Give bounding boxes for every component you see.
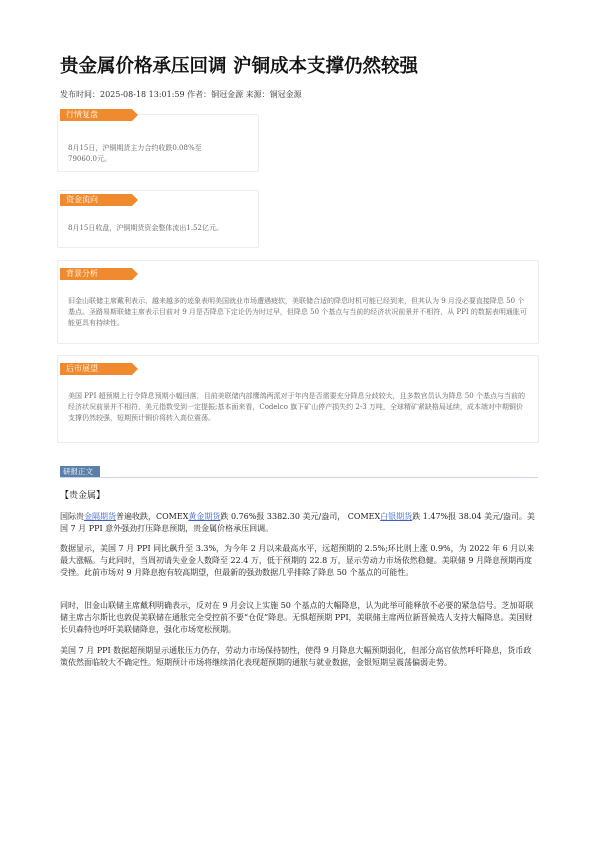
outlook-text: 美国 PPI 超预期上行令降息预期小幅回落，目前美联储内部鹰鸽两派对于年内是否需要充分降息分歧较大，且多数官员认为降息 50 个基点与当前的经济状况前景并不相符，美元指数受到一定提振;基本面来看，Codelco 旗下矿山停产损失约 2-3 万吨，全球精矿紧缺格局延续，成本端对中期铜价支撑仍然较强，短期预计铜价将转入高位震荡。 (68, 392, 525, 422)
link-precious-metals-futures[interactable]: 金隔期货 (84, 512, 116, 521)
p1-text-c: 跌 0.76%报 3382.30 美元/盎司， COMEX (220, 512, 381, 521)
fund-flow-text: 8月15日收盘，沪铜期货资金整体流出1.52亿元。 (68, 224, 223, 232)
market-review-box (57, 114, 259, 172)
outlook-tag: 后市展望 (60, 363, 132, 375)
research-tag: 研报正文 (60, 466, 100, 477)
research-divider (60, 477, 538, 478)
market-review-tag: 行情复盘 (60, 109, 132, 121)
market-review-text: 8月15日，沪铜期货主力合约收跌0.08%至79060.0元。 (68, 144, 202, 163)
link-silver-futures[interactable]: 白银期货 (380, 512, 413, 521)
background-tag: 背景分析 (60, 268, 132, 280)
link-gold-futures[interactable]: 黄金期货 (188, 512, 221, 521)
article-meta: 发布时间：2025-08-18 13:01:59 作者：铜冠金源 来源：铜冠金源 (60, 90, 302, 99)
paragraph-3: 同时，旧金山联储主席戴利明确表示，反对在 9 月会议上实施 50 个基点的大幅降息，认为此举可能释放不必要的紧急信号。芝加哥联储主席古尔斯比也敦促美联储在通胀完全受控前不要“仓促”降息。无惧超预期 PPI，美联储主席两位新晋候选人支持大幅降息。美国财长贝森特也呼吁美联储降息，强化市场宽松预期。 (60, 601, 534, 634)
paragraph-2: 数据显示，美国 7 月 PPI 同比飙升至 3.3%，为今年 2 月以来最高水平，远超预期的 2.5%;环比则上涨 0.9%，为 2022 年 6 月以来最大涨幅。与此同时，当周初请失业金人数降至 22.4 万，低于预期的 22.8 万，显示劳动力市场依然稳健。美联储 9 月降息预期再度受挫。此前市场对 9 月降息抱有较高期望，但最新的强劲数据几乎排除了降息 50 个基点的可能性。 (60, 544, 535, 577)
article-title: 贵金属价格承压回调 沪铜成本支撑仍然较强 (60, 56, 418, 77)
paragraph-4: 美国 7 月 PPI 数据超预期显示通胀压力仍存，劳动力市场保持韧性，使得 9 月降息大幅预期弱化，但部分高官依然呼吁降息，货币政策依然面临较大不确定性。短期预计市场将继续消化表现超预期的通胀与就业数据，金银短期呈震荡偏弱走势。 (60, 646, 532, 667)
p1-text-a: 国际贵 (60, 512, 84, 521)
paragraph-1 (60, 511, 536, 535)
p1-text-d: 跌 1.47%报 38.04 美元/盎司。美国 7 月 PPI 意外强劲打压降息预期，贵金属价格承压回调。 (60, 512, 535, 533)
fund-flow-tag: 资金流向 (60, 194, 132, 206)
precious-metals-heading: 【贵金属】 (60, 491, 106, 501)
background-text: 旧金山联储主席戴利表示，越来越多的迹象表明美国就业市场遭遇疲软，美联储合适的降息时机可能已经到来，但其认为 9 月没必要直接降息 50 个基点。圣路易斯联储主席表示目前对 9 月是否降息下定论仍为时过早，但降息 50 个基点与当前的经济状况前景并不相符，从 PPI 的数据表明通胀可能更具有持续性。 (68, 297, 527, 327)
p1-text-b: 普遍收跌，COMEX (116, 512, 189, 521)
